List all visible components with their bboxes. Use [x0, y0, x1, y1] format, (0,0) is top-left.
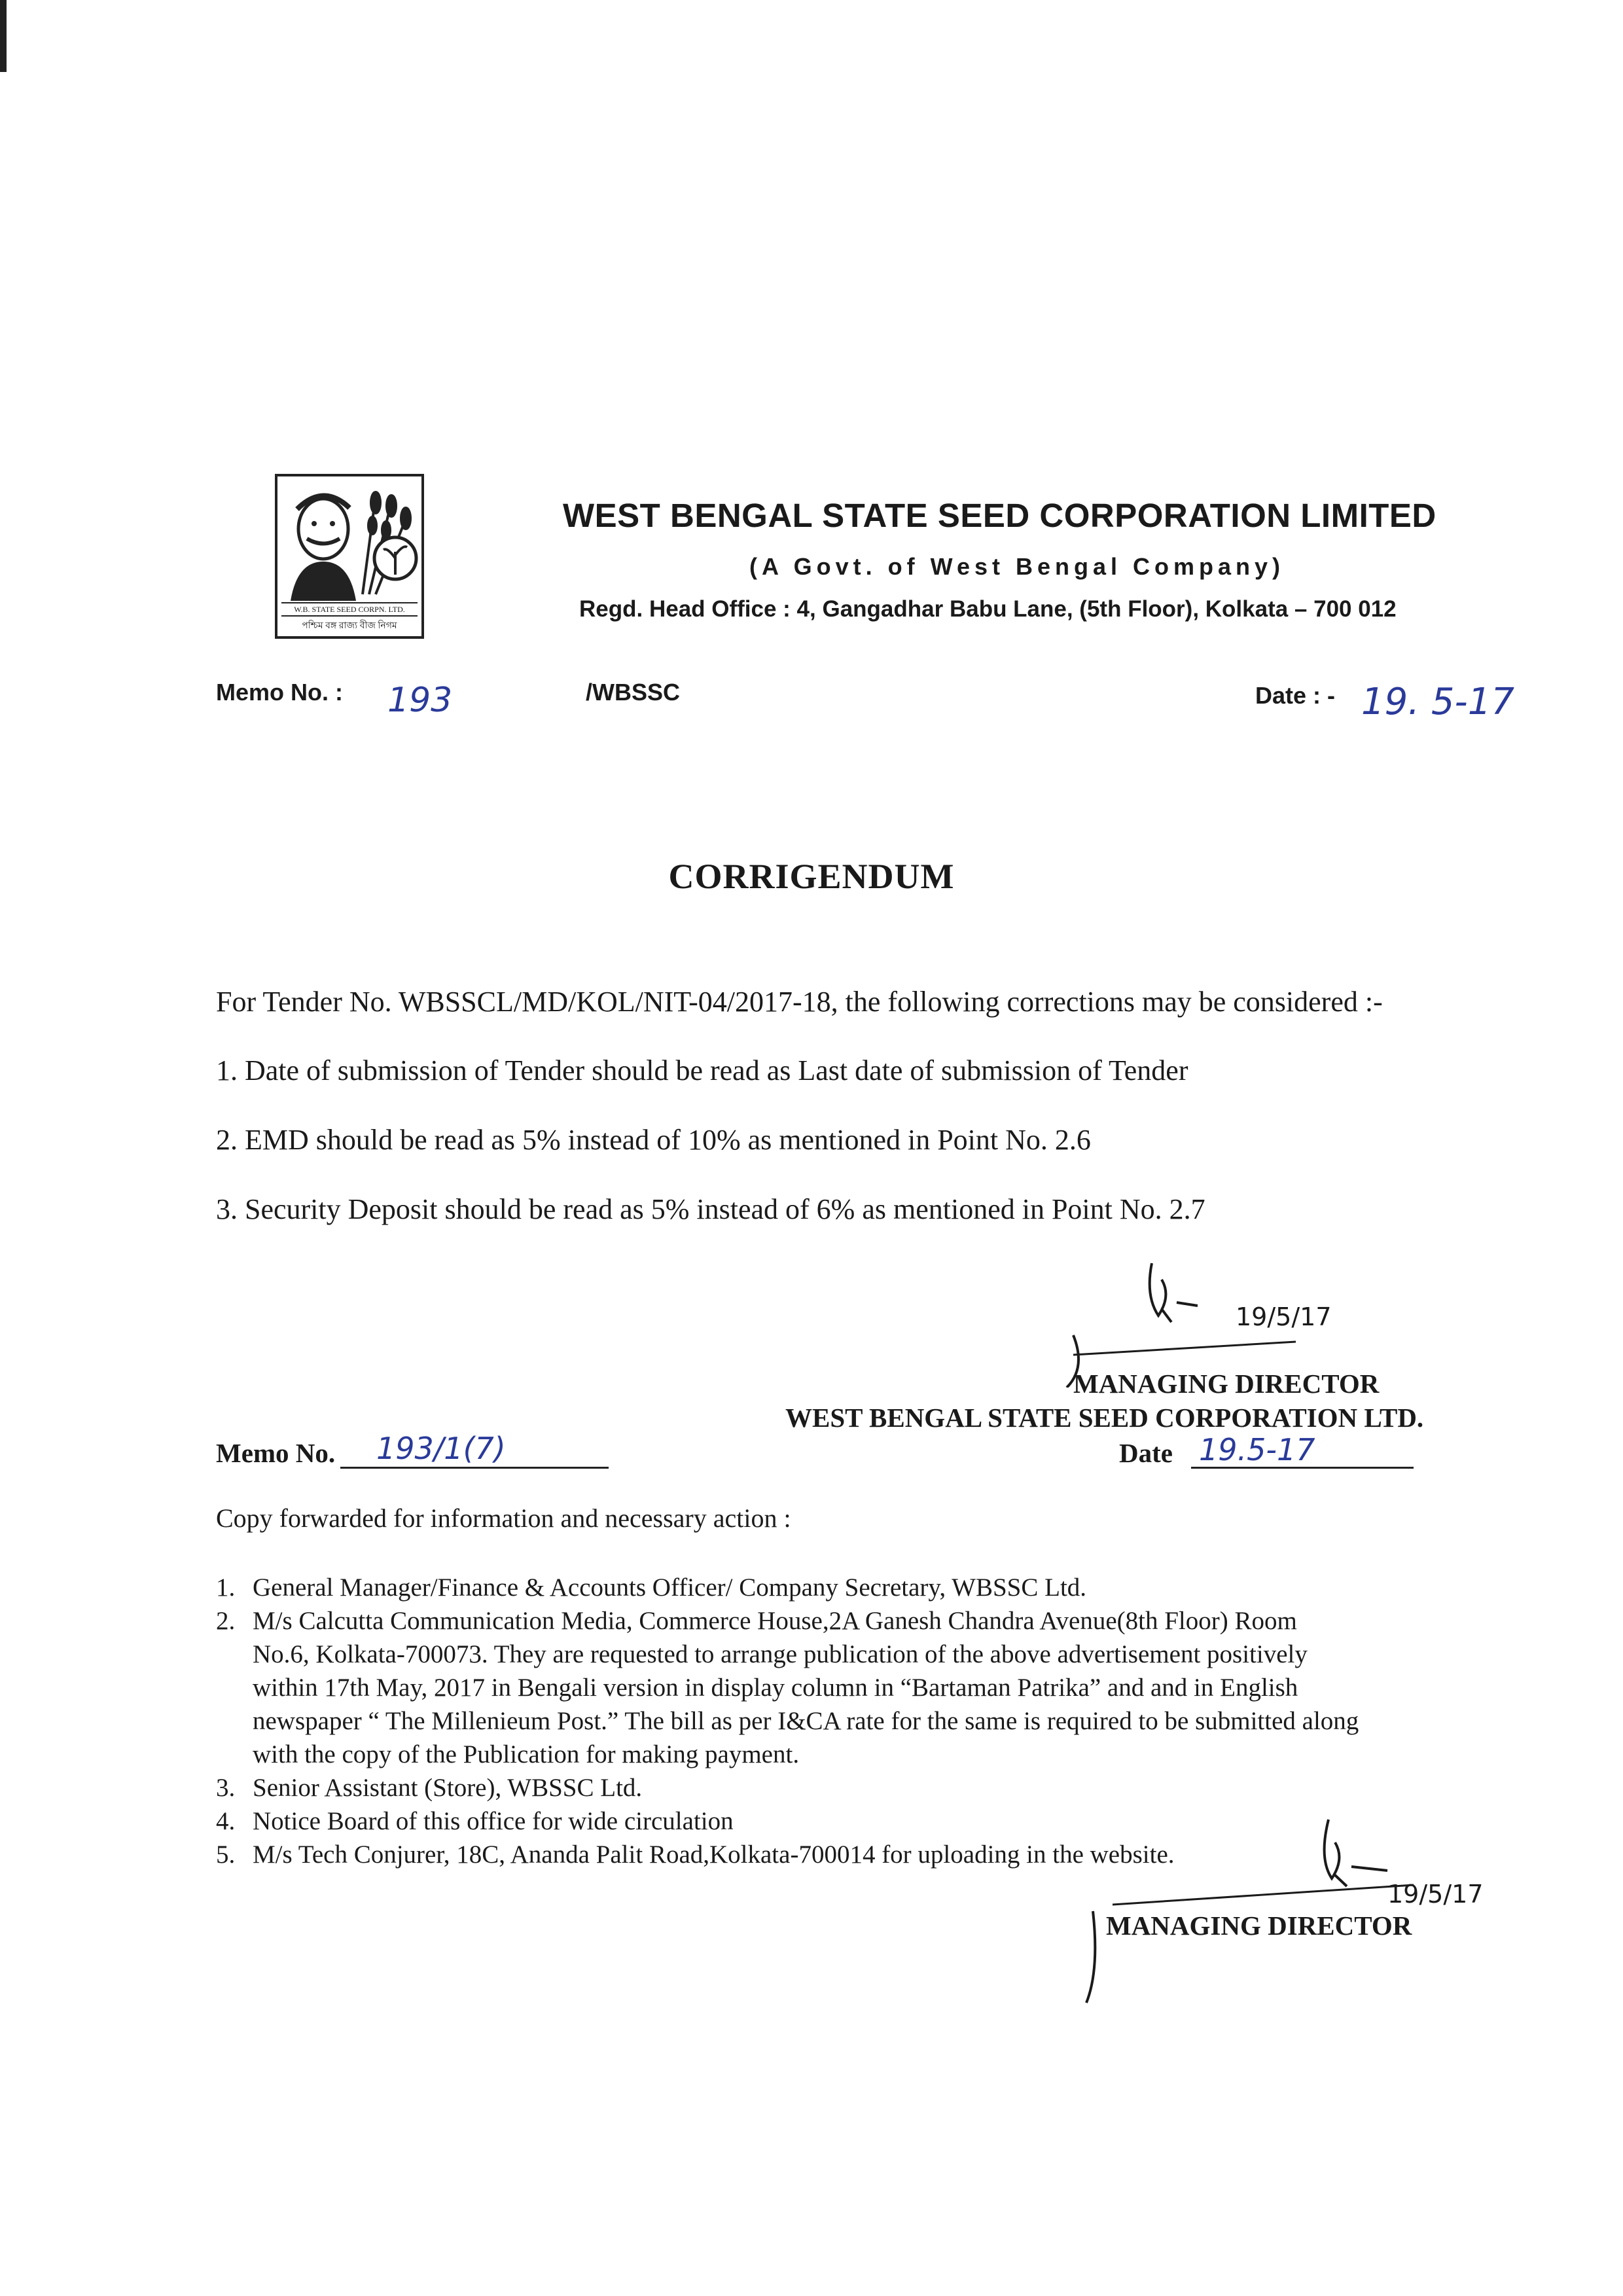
- list-item-text: M/s Tech Conjurer, 18C, Ananda Palit Road,Kolkata-700014 for uploading in the website.: [253, 1840, 1175, 1869]
- organization-subtitle: (A Govt. of West Bengal Company): [749, 553, 1285, 580]
- list-item: [216, 1604, 1584, 1638]
- signature-date-label: Date: [1119, 1438, 1173, 1468]
- date-label: Date : -: [1255, 682, 1336, 709]
- list-item-number: 3.: [216, 1774, 236, 1802]
- memo-label: Memo No. :: [216, 679, 343, 706]
- list-item-continuation: newspaper “ The Millenieum Post.” The bill as per I&CA rate for the same is required to be submitted along: [253, 1707, 1359, 1735]
- correction-item: 2. EMD should be read as 5% instead of 10% as mentioned in Point No. 2.6: [216, 1124, 1091, 1156]
- logo-caption-bengali: পশ্চিম বঙ্গ রাজ্য বীজ নিগম: [281, 615, 418, 634]
- date-handwritten: 19. 5-17: [1361, 681, 1514, 723]
- list-item-text: Senior Assistant (Store), WBSSC Ltd.: [253, 1774, 643, 1802]
- logo-caption-english: W.B. STATE SEED CORPN. LTD.: [281, 602, 418, 615]
- list-item: [216, 1571, 1584, 1604]
- corporation-logo: [275, 474, 424, 639]
- signatory-designation: MANAGING DIRECTOR: [1106, 1910, 1412, 1941]
- forward-memo-number-handwritten: 193/1(7): [340, 1431, 609, 1469]
- farmer-with-wheat-icon: [277, 476, 421, 601]
- correction-item: 1. Date of submission of Tender should be read as Last date of submission of Tender: [216, 1054, 1188, 1086]
- scan-edge-mark: [0, 0, 7, 72]
- signatory-organization: WEST BENGAL STATE SEED CORPORATION LTD.: [785, 1403, 1424, 1433]
- list-item-continuation: with the copy of the Publication for making payment.: [253, 1740, 800, 1768]
- list-item-number: 4.: [216, 1807, 236, 1835]
- memo-number-handwritten: 193: [387, 681, 453, 720]
- signature-initials: 19/5/17: [1236, 1302, 1332, 1331]
- document-title: CORRIGENDUM: [668, 857, 955, 896]
- forward-memo-label: Memo No.: [216, 1438, 336, 1468]
- signatory-designation: MANAGING DIRECTOR: [1073, 1369, 1380, 1399]
- tender-intro: For Tender No. WBSSCL/MD/KOL/NIT-04/2017-18, the following corrections may be considered :-: [216, 986, 1383, 1018]
- memo-suffix: /WBSSC: [586, 679, 680, 706]
- list-item: [216, 1771, 1584, 1804]
- organization-name: WEST BENGAL STATE SEED CORPORATION LIMITED: [563, 497, 1436, 534]
- list-item-number: 5.: [216, 1840, 236, 1869]
- signature-date-handwritten: 19.5-17: [1191, 1432, 1414, 1469]
- list-item-continuation: within 17th May, 2017 in Bengali version in display column in “Bartaman Patrika” and and in English: [253, 1674, 1298, 1702]
- signature-initials: 19/5/17: [1387, 1880, 1484, 1909]
- list-item-number: 2.: [216, 1607, 236, 1635]
- list-item-number: 1.: [216, 1573, 236, 1602]
- correction-item: 3. Security Deposit should be read as 5% instead of 6% as mentioned in Point No. 2.7: [216, 1193, 1205, 1225]
- list-item-text: General Manager/Finance & Accounts Officer/ Company Secretary, WBSSC Ltd.: [253, 1573, 1087, 1602]
- list-item-continuation: No.6, Kolkata-700073. They are requested to arrange publication of the above advertisement positively: [253, 1640, 1308, 1668]
- list-item-text: M/s Calcutta Communication Media, Commerce House,2A Ganesh Chandra Avenue(8th Floor) Room: [253, 1607, 1297, 1635]
- copy-forwarded-line: Copy forwarded for information and necessary action :: [216, 1503, 791, 1533]
- list-item-text: Notice Board of this office for wide circulation: [253, 1807, 734, 1835]
- organization-address: Regd. Head Office : 4, Gangadhar Babu Lane, (5th Floor), Kolkata – 700 012: [579, 596, 1397, 622]
